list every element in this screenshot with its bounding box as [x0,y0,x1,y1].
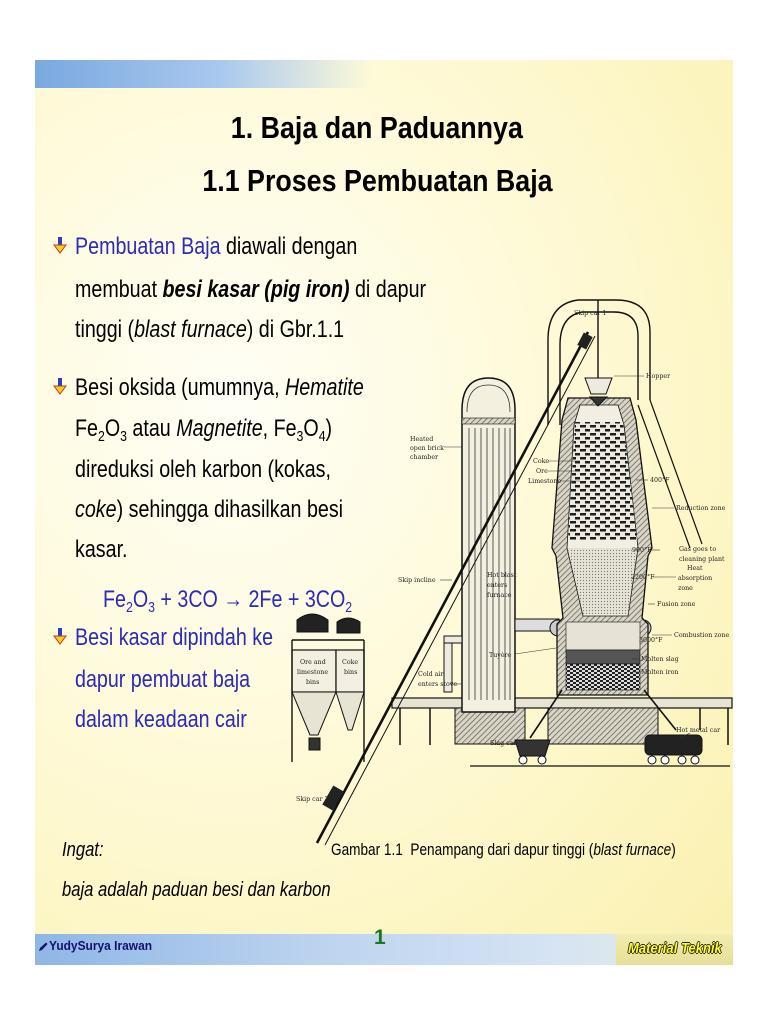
bullet3-line1-text: Besi kasar dipindah ke [75,624,274,651]
bullet2-hematite: Hematite [285,374,364,401]
label-skip-incline: Skip incline [398,577,436,584]
pen-icon [38,942,48,952]
caption-text-a: Gambar 1.1 Penampang dari dapur tinggi ( [331,840,594,859]
eq-mid: + 3CO [154,586,224,613]
bullet2-atau: atau [126,415,177,442]
label-400f: 400°F [650,477,670,484]
formula-o: O [303,415,319,442]
page-number: 1 [374,926,386,949]
label-molten-iron: Molten iron [641,669,679,676]
blast-furnace-figure [285,290,735,850]
caption-text-b: ) [671,840,676,859]
label-gas-1: Gas goes to [679,546,717,553]
bullet1-line2-a: membuat [75,276,163,303]
label-ore-bins-1: Ore and [300,659,326,666]
label-molten-slag: Molten slag [641,656,679,663]
label-skip-car-2: Skip car 2 [296,796,329,803]
down-arrow-icon [53,628,67,645]
label-slag-car: Slag car [490,740,517,747]
bullet3-line1 [75,624,273,652]
bullet1-line1-rest: diawali dengan [220,233,358,260]
label-gas-2: cleaning plant [679,556,725,563]
bullet1-line2-b: di dapur [349,276,427,303]
label-skip-car-1: Skip car 1 [574,310,607,317]
subscript: 4 [318,428,326,445]
label-stove-2: open brick [410,445,445,452]
subscript: 2 [345,599,353,616]
label-stove-3: chamber [410,454,439,461]
down-arrow-icon [53,237,67,254]
label-2200f: 2200°F [631,574,655,581]
label-blast-3: furnace [487,592,512,599]
subscript: 3 [296,428,304,445]
bullet1-line3-b: ) di Gbr.1.1 [246,316,345,343]
subscript: 3 [120,428,127,445]
down-arrow-icon [53,378,67,395]
label-ore-bins-2: limestone [297,669,329,676]
figure-caption [331,840,676,860]
bullet2-line3-text: direduksi oleh karbon (kokas, [75,456,331,483]
bullet3-line2-text: dapur pembuat baja [75,666,251,693]
arrow-right-icon: → [223,586,244,613]
bullet2-line1-a: Besi oksida (umumnya, [75,374,286,401]
top-accent-bar [35,60,372,88]
bullet3-line3-text: dalam keadaan cair [75,706,247,733]
title-line-2: 1.1 Proses Pembuatan Baja [201,163,553,198]
bullet2-line4-rest: ) sehingga dihasilkan besi [116,496,344,523]
slag-car [515,740,550,764]
label-reduction-zone: Reduction zone [676,505,726,512]
label-coke-bins-2: bins [344,669,358,676]
formula-o: O [104,415,121,442]
caption-italic: blast furnace [593,840,672,859]
skip-incline [317,332,595,845]
label-900f: 900°F [632,547,652,554]
label-hot-metal-car: Hot metal car [676,727,721,734]
course-title: Material Teknik [628,940,722,957]
label-fusion-zone: Fusion zone [657,601,696,608]
bullet2-close: ) [325,415,333,442]
note-label-text: Ingat: [62,839,104,861]
eq-o: O [132,586,149,613]
label-stove-1: Heated [410,436,434,443]
bullet1-line1 [75,233,357,261]
label-cold-air-1: Cold air [418,671,444,678]
label-cold-air-2: enters stove [418,681,458,688]
formula-fe: Fe [75,415,98,442]
subscript: 3 [148,599,155,616]
label-limestone: Limestone [528,478,562,485]
label-coke-bins-1: Coke [342,659,359,666]
bullet3-line3 [75,706,247,734]
label-heat-3: zone [678,585,693,592]
note-body-text: baja adalah paduan besi dan karbon [62,879,331,901]
formula-fe: , Fe [262,415,297,442]
subscript: 2 [125,599,133,616]
hot-metal-car [645,735,702,764]
eq-right: 2Fe + 3CO [243,586,346,613]
subscript: 2 [97,428,105,445]
label-blast-1: Hot blast [487,572,517,579]
label-coke: Coke [533,458,550,465]
note-label [62,838,104,862]
author-name: YudySurya Irawan [49,938,153,953]
label-ore: Ore [536,468,548,475]
bullet1-emphasis: besi kasar (pig iron) [162,276,350,303]
heated-brick-chamber [462,378,515,712]
label-heat-2: absorption [678,575,713,582]
label-hopper: Hopper [646,373,671,380]
bullet3-line2 [75,666,250,694]
label-combustion-zone: Combustion zone [674,632,730,639]
bullet2-coke: coke [75,496,117,523]
bullet2-line5 [75,536,128,564]
label-heat-1: Heat [687,565,703,572]
note-text [62,878,331,902]
bullet1-line3-a: tinggi ( [75,316,135,343]
label-3000f: 3000°F [639,637,663,644]
bullet2-magnetite: Magnetite [176,415,263,442]
eq-fe: Fe [103,586,126,613]
ore-and-coke-bins [292,614,364,762]
title-line-1: 1. Baja dan Paduannya [230,110,524,145]
label-tuyere: Tuyère [489,652,512,659]
bullet1-highlight: Pembuatan Baja [75,233,221,260]
bullet2-line5-text: kasar. [75,536,128,563]
bullet1-italic: blast furnace [134,316,247,343]
label-ore-bins-3: bins [306,679,320,686]
label-blast-2: enters [487,582,508,589]
slide-title [35,110,719,146]
slide-subtitle [35,163,719,199]
